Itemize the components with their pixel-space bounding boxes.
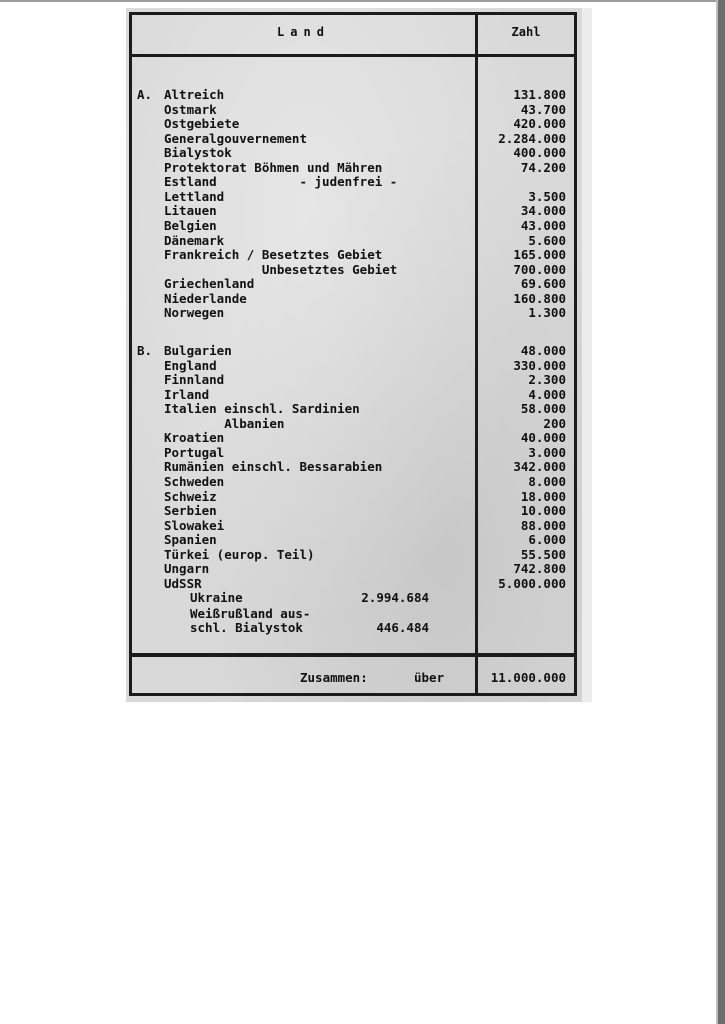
section-a-row-zahl-13: 69.600	[520, 276, 566, 292]
section-b-row-land-1: England	[164, 357, 217, 373]
section-a-row-land-9: Belgien	[164, 217, 217, 233]
section-b-row-zahl-9: 8.000	[528, 473, 566, 489]
udssr-sub-zahl-1	[332, 607, 429, 621]
document-edge-light	[582, 8, 592, 702]
section-b-row-zahl-13: 6.000	[528, 532, 566, 548]
section-b-row-zahl-7: 3.000	[528, 444, 566, 460]
section-a-row-land-1: Ostmark	[164, 101, 217, 117]
section-a-row-land-14: Niederlande	[164, 290, 247, 306]
section-b-row-zahl-16: 5.000.000	[498, 575, 566, 591]
section-b-row-zahl-15: 742.800	[513, 561, 566, 577]
section-b-row-land-15: Ungarn	[164, 561, 210, 577]
table-frame	[129, 12, 577, 696]
section-b-row-land-0: Bulgarien	[164, 343, 232, 358]
section-b-row-land-11: Serbien	[164, 503, 217, 519]
column-divider	[475, 15, 478, 693]
section-b-row-zahl-3: 4.000	[528, 386, 566, 402]
section-b-row-land-10: Schweiz	[164, 488, 217, 504]
section-a-row-land-11: Frankreich / Besetztes Gebiet	[164, 247, 383, 263]
section-b-row-zahl-2: 2.300	[528, 372, 566, 388]
section-b-row-zahl-11: 10.000	[520, 503, 566, 519]
total-value: 11.000.000	[490, 670, 566, 685]
section-b-row-land-6: Kroatien	[164, 430, 225, 446]
udssr-sub-land-0: Ukraine	[190, 590, 243, 606]
section-b-row-land-5: Albanien	[164, 415, 285, 431]
section-a-row-land-15: Norwegen	[164, 305, 225, 321]
section-a-row-zahl-12: 700.000	[513, 261, 566, 277]
section-a-row-land-4: Bialystok	[164, 145, 232, 161]
section-a-row-land-5: Protektorat Böhmen und Mähren	[164, 159, 383, 175]
section-a-row-land-0: Altreich	[164, 87, 225, 102]
section-a-row-land-2: Ostgebiete	[164, 116, 240, 132]
header-zahl: Zahl	[511, 25, 541, 39]
section-a-row-zahl-7: 3.500	[528, 188, 566, 204]
section-b-row-land-16: UdSSR	[164, 575, 202, 591]
section-a-row-land-6: Estland - judenfrei -	[164, 174, 398, 190]
section-a-row-zahl-9: 43.000	[520, 217, 566, 233]
section-a-row-land-13: Griechenland	[164, 276, 255, 292]
section-a-row-land-8: Litauen	[164, 203, 217, 219]
total-divider	[132, 653, 574, 657]
udssr-sub-land-2: schl. Bialystok	[190, 620, 303, 636]
section-b-row-zahl-5: 200	[543, 415, 566, 431]
section-b-row-zahl-0: 48.000	[520, 343, 566, 358]
section-a-row-zahl-0: 131.800	[513, 87, 566, 102]
udssr-sub-zahl-2: 446.484	[376, 620, 429, 636]
section-a-row-zahl-15: 1.300	[528, 305, 566, 321]
section-a-row-zahl-2: 420.000	[513, 116, 566, 132]
section-b-row-land-7: Portugal	[164, 444, 225, 460]
section-b-row-land-3: Irland	[164, 386, 210, 402]
header-land: Land	[277, 25, 330, 39]
section-b-row-land-13: Spanien	[164, 532, 217, 548]
udssr-sub-land-1: Weißrußland aus-	[190, 605, 311, 621]
section-b-row-land-4: Italien einschl. Sardinien	[164, 401, 360, 417]
section-b-row-zahl-1: 330.000	[513, 357, 566, 373]
section-a-row-land-10: Dänemark	[164, 232, 225, 248]
section-a-row-zahl-10: 5.600	[528, 232, 566, 248]
section-a-letter: A.	[137, 87, 153, 102]
section-a-row-zahl-11: 165.000	[513, 247, 566, 263]
section-a-row-zahl-1: 43.700	[520, 101, 566, 117]
scan-right-edge	[718, 0, 725, 1024]
header-divider	[132, 54, 574, 57]
section-a-row-zahl-5: 74.200	[520, 159, 566, 175]
section-b-row-land-9: Schweden	[164, 473, 225, 489]
section-a-row-land-12: Unbesetztes Gebiet	[164, 261, 398, 277]
section-b-row-zahl-10: 18.000	[520, 488, 566, 504]
section-b-row-zahl-4: 58.000	[520, 401, 566, 417]
scan-top-edge	[0, 0, 725, 2]
document-table-scan	[126, 8, 582, 702]
total-qualifier: über	[414, 670, 445, 685]
section-b-row-zahl-12: 88.000	[520, 517, 566, 533]
section-b-row-zahl-8: 342.000	[513, 459, 566, 475]
total-label: Zusammen:	[300, 670, 368, 685]
section-b-row-zahl-14: 55.500	[520, 546, 566, 562]
udssr-sub-zahl-0: 2.994.684	[361, 590, 429, 606]
section-b-row-land-8: Rumänien einschl. Bessarabien	[164, 459, 383, 475]
section-b-row-land-12: Slowakei	[164, 517, 225, 533]
section-b-row-land-14: Türkei (europ. Teil)	[164, 546, 315, 562]
section-a-row-zahl-8: 34.000	[520, 203, 566, 219]
section-a-row-zahl-4: 400.000	[513, 145, 566, 161]
section-a-row-zahl-14: 160.800	[513, 290, 566, 306]
section-b-letter: B.	[137, 343, 153, 358]
section-a-row-land-3: Generalgouvernement	[164, 130, 307, 146]
section-b-row-land-2: Finnland	[164, 372, 225, 388]
section-a-row-land-7: Lettland	[164, 188, 225, 204]
section-a-row-zahl-3: 2.284.000	[498, 130, 566, 146]
section-b-row-zahl-6: 40.000	[520, 430, 566, 446]
